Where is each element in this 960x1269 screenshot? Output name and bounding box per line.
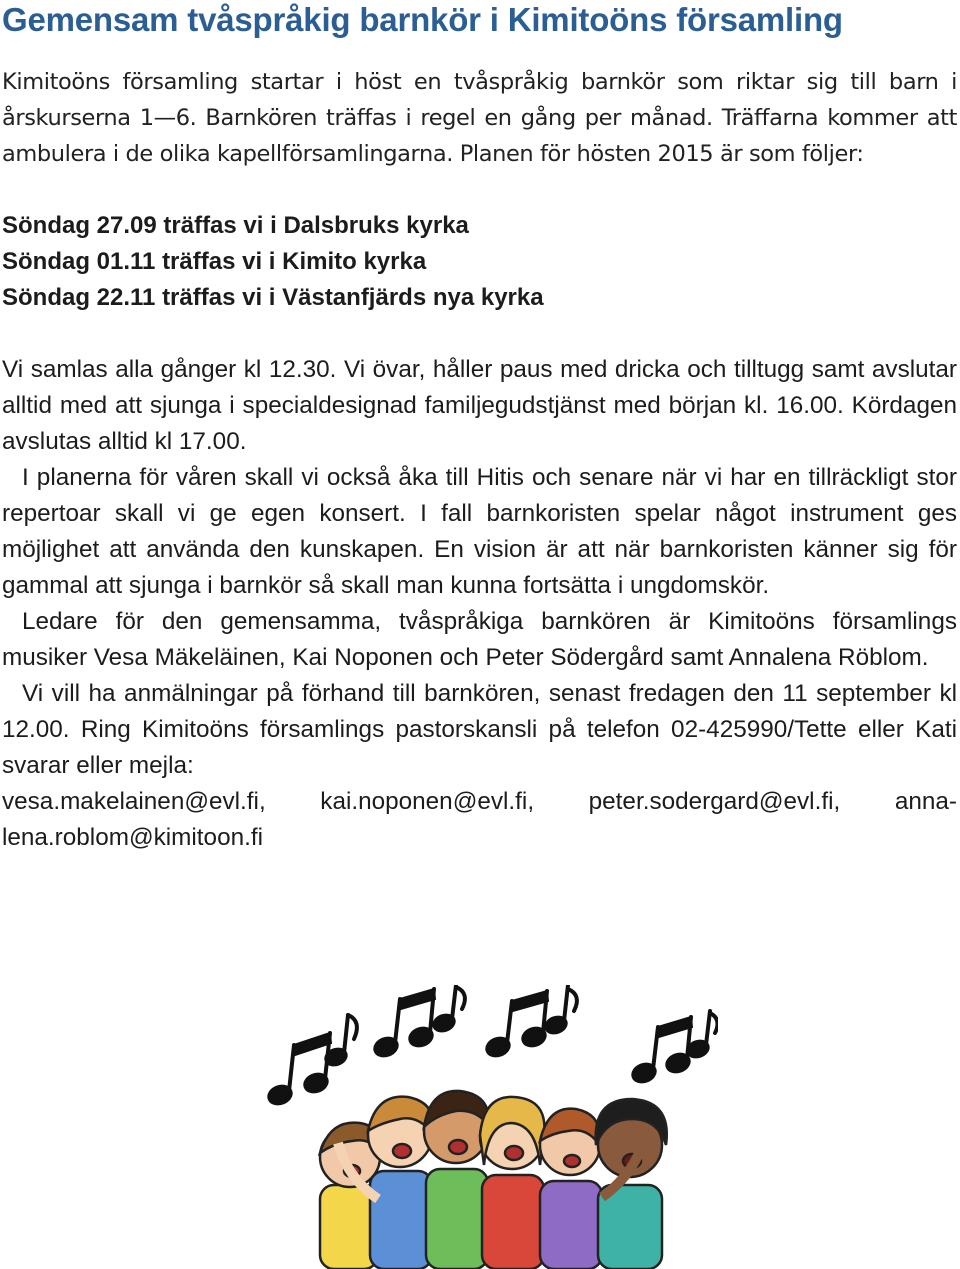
- email-link-annalena-start[interactable]: anna-: [894, 788, 957, 815]
- page-title: Gemensam tvåspråkig barnkör i Kimitoöns församling: [2, 1, 843, 38]
- intro-paragraph: [2, 64, 957, 172]
- body-text: [2, 352, 957, 856]
- paragraph-leaders: Ledare för den gemensamma, tvåspråkiga barnkören är Kimitoöns församlings musiker Vesa Mäkeläinen, Kai Noponen och Peter Södergård samt Annalena Röblom.: [2, 608, 957, 671]
- intro-text: Kimitoöns församling startar i höst en tvåspråkig barnkör som riktar sig till barn i årskurserna 1—6. Barnkören träffas i regel en gång per månad. Träffarna kommer att ambulera i de olika kapellförsamlingarna. Planen för hösten 2015 är som följer:: [2, 69, 957, 167]
- paragraph-spring-plans: I planerna för våren skall vi också åka till Hitis och senare när vi har en tillräckligt stor repertoar skall vi ge egen konsert. I fall barnkoristen spelar något instrument ges möjlighet att använda den kunskapen. En vision är att när barnkoristen känner sig för gammal att sjunga i barnkör så skall man kunna fortsätta i ungdomskör.: [2, 464, 957, 599]
- email-link-kai[interactable]: kai.noponen@evl.fi,: [320, 788, 535, 815]
- email-link-peter[interactable]: peter.sodergard@evl.fi,: [588, 788, 841, 815]
- music-notes-icon: [267, 985, 718, 1106]
- schedule-item: Söndag 27.09 träffas vi i Dalsbruks kyrka: [2, 212, 469, 239]
- paragraph-meeting-times: Vi samlas alla gånger kl 12.30. Vi övar, håller paus med dricka och tilltugg samt avslutar alltid med att sjunga i specialdesignad familjegudstjänst med början kl. 16.00. Kördagen avslutas alltid kl 17.00.: [2, 356, 957, 455]
- email-line: [2, 784, 957, 820]
- schedule-list: [2, 208, 544, 316]
- singing-children-illustration: [258, 985, 718, 1269]
- email-link-annalena-end[interactable]: lena.roblom@kimitoon.fi: [2, 824, 263, 851]
- schedule-item: Söndag 01.11 träffas vi i Kimito kyrka: [2, 248, 427, 275]
- schedule-item: Söndag 22.11 träffas vi i Västanfjärds nya kyrka: [2, 284, 544, 311]
- paragraph-registration: Vi vill ha anmälningar på förhand till barnkören, senast fredagen den 11 september kl 12.00. Ring Kimitoöns församlings pastorskansli på telefon 02-425990/Tette eller Kati svarar eller mejla:: [2, 680, 957, 779]
- email-link-vesa[interactable]: vesa.makelainen@evl.fi,: [2, 788, 266, 815]
- children-group: [320, 1091, 667, 1269]
